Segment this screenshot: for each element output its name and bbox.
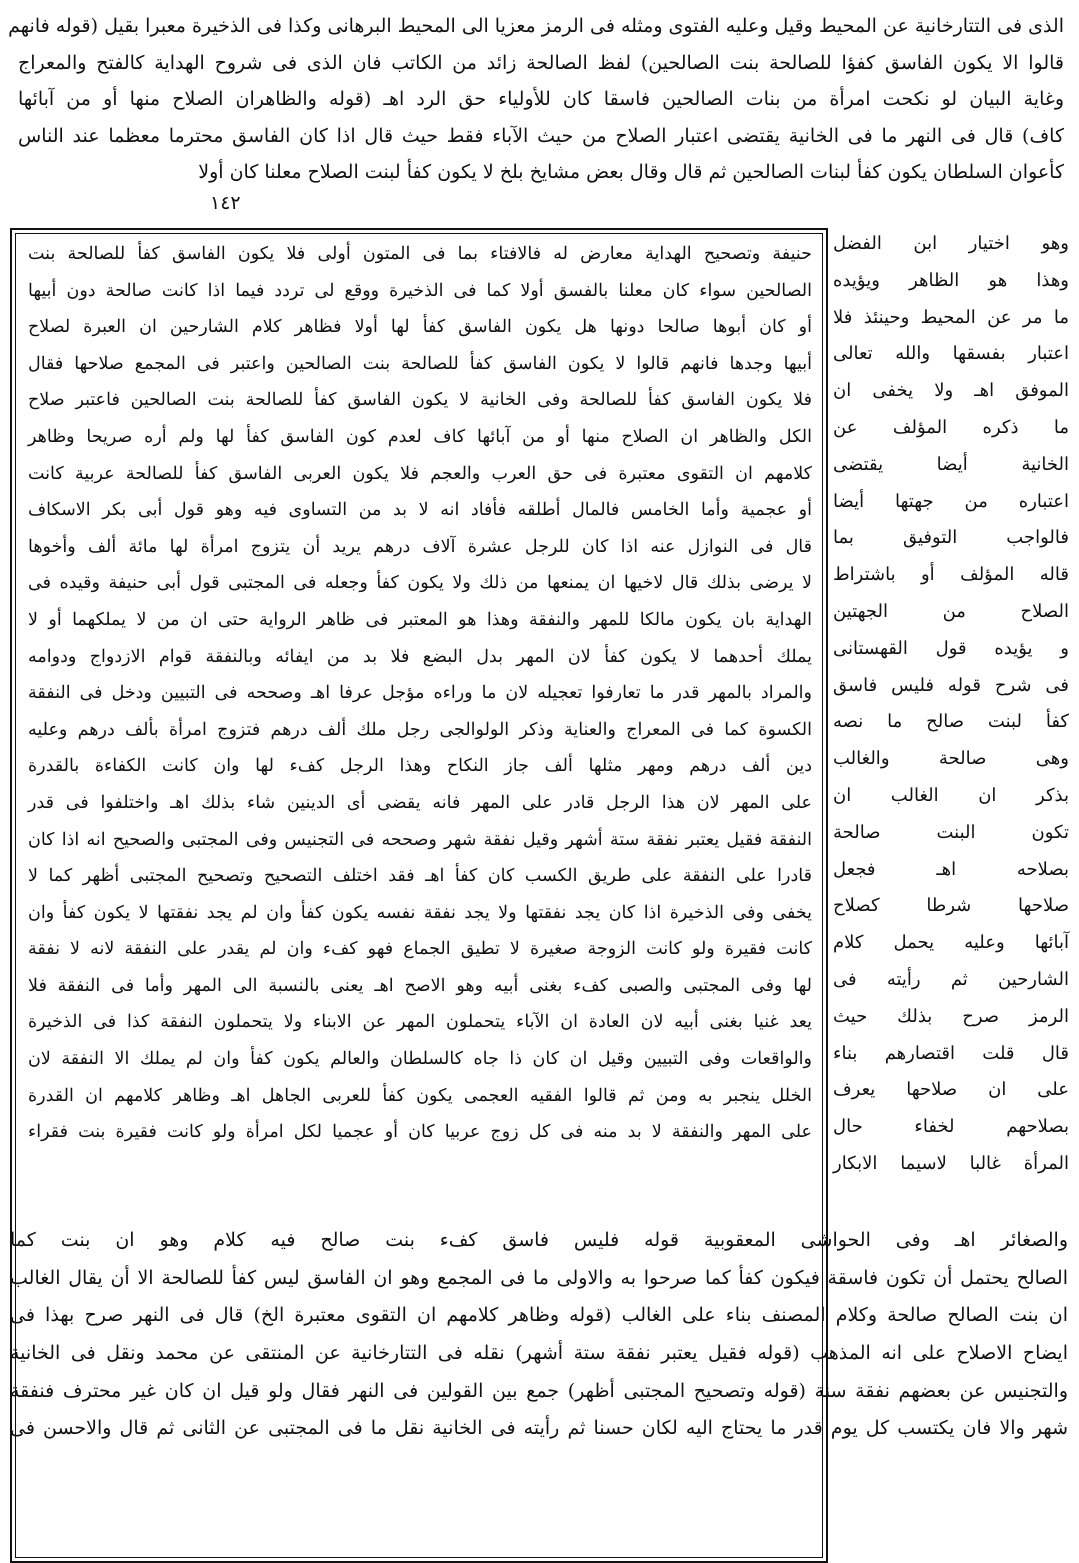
text-line: كاف) قال فى النهر ما فى الخانية يقتضى اعتبار الصلاح من حيث الآباء فقط حيث قال اذا كان الفاسق محترما معظما عند الناس	[18, 124, 1064, 147]
text-line: قال فى النوازل عنه اذا كان للرجل عشرة آلاف درهم يريد أن يتزوج امرأة لها مائة ألف وأخوها	[28, 536, 812, 557]
text-line: الشارحين ثم رأيته فى	[833, 968, 1069, 990]
text-line: ما ذكره المؤلف عن	[833, 416, 1069, 438]
text-line: المرأة غالبا لاسيما الابكار	[833, 1152, 1069, 1174]
text-line: ان بنت الصالح صالحة وكلام المصنف بناء على الغالب (قوله وظاهر كلامهم ان التقوى معتبرة الخ) قال فى النهر صرح بهذا فى	[10, 1304, 1068, 1327]
text-line: الموفق اهـ ولا يخفى ان	[833, 380, 1069, 402]
text-line: كلامهم ان التقوى معتبرة فى حق العرب والعجم فلا يكون العربى الفاسق كفأ للصالحة عربية كانت	[28, 463, 812, 484]
text-line: النفقة فقيل يعتبر نفقة ستة أشهر وقيل نفقة شهر وصححه فى التجنيس وفى المجتبى والصحيح انه اذا كان	[28, 829, 812, 850]
text-line: قال قلت اقتصارهم بناء	[833, 1042, 1069, 1064]
text-line: وهى صالحة والغالب	[833, 748, 1069, 770]
text-line: صلاحها شرطا كصلاح	[833, 895, 1069, 917]
text-line: والمراد بالمهر قدر ما تعارفوا تعجيله لان ما وراءه مؤجل عرفا اهـ وصححه فى التبيين ودخل فى النفقة	[28, 683, 812, 704]
bottom-commentary-block	[10, 1222, 1068, 1448]
text-line: تكون البنت صالحة	[833, 821, 1069, 843]
text-line: وهو اختيار ابن الفضل	[833, 233, 1069, 254]
text-line: لها وفى المجتبى والصبى كفء بغنى أبيه وهو الاصح اهـ يعنى بالنسبة الى المهر وأما فى النفقة فلا	[28, 975, 812, 996]
text-line: شهر والا فان يكتسب كل يوم قدر ما يحتاج اليه لكان حسنا ثم رأيته فى الخانية نقل ما فى المجتبى عن الثانى ثم قال والاحسن فى	[10, 1417, 1068, 1440]
text-line: فى شرح قوله فليس فاسق	[833, 674, 1069, 696]
text-line: أو عجمية وأما الخامس فالمال أطلقه فأفاد انه لا بد من التساوى فيه وهو قول أبى بكر الاسكاف	[28, 500, 812, 521]
text-line: يخفى وفى الذخيرة اذا كان يجد نفقتها ولا يجد نفقة نفسه يكون كفأ وان لم يجد نفقتها لا يكون كفأ وان	[28, 902, 812, 923]
text-line: كانت فقيرة ولو كانت الزوجة صغيرة لا تطيق الجماع فهو كفء وان لم يقدر على النفقة لانه لا نفقة	[28, 939, 812, 960]
text-line: قاله المؤلف أو باشتراط	[833, 564, 1069, 586]
text-line: بصلاحه اهـ فجعل	[833, 858, 1069, 880]
text-line: على المهر والنفقة لا بد منه فى كل زوج عربيا كان أو عجميا لكل امرأة ولو كانت فقيرة بنت فقراء	[28, 1122, 812, 1143]
side-commentary-column	[833, 226, 1069, 1183]
text-line: على ان صلاحها يعرف	[833, 1079, 1069, 1101]
text-line: لا يرضى بذلك قال لاخيها ان يمنعها من ذلك ولا يكون كفأ وجعله فى المجتبى قول أبى حنيفة وقيده فى	[28, 573, 812, 594]
text-line: والصغائر اهـ وفى الحواشى المعقوبية قوله فليس فاسق كفء بنت صالح فيه كلام وهو ان بنت كما	[10, 1229, 1068, 1251]
text-line: الكسوة كما فى المعراج والعناية وذكر الولوالجى رجل ملك ألف درهم فتزوج امرأة بألف درهم وعليه	[28, 719, 812, 740]
text-line: بصلاحهم لخفاء حال	[833, 1116, 1069, 1138]
text-line: أبيها وجدها فانهم قالوا لا يكون الفاسق كفأ للصالحة بنت الصالحين واعتبر فى المجمع صلاحها فقال	[28, 353, 812, 374]
top-commentary-block	[8, 8, 1064, 191]
text-line: الخانية أيضا يقتضى	[833, 453, 1069, 475]
text-line: وهذا هو الظاهر ويؤيده	[833, 269, 1069, 291]
text-line: آبائها وعليه يحمل كلام	[833, 932, 1069, 954]
text-line: يعد غنيا بغنى أبيه لان العادة ان الآباء يتحملون المهر عن الابناء ولا يتحملون النفقة كذا فى الذخيرة	[28, 1012, 812, 1033]
text-line: بذكر ان الغالب ان	[833, 784, 1069, 806]
text-line: دين ألف درهم ومهر مثلها ألف جاز النكاح وهذا الرجل كفء لها وان كانت الكفاءة بالقدرة	[28, 756, 812, 777]
text-line: فالواجب التوفيق بما	[833, 527, 1069, 549]
text-line: الصالح يحتمل أن تكون فاسقة فيكون كفأ كما صرحوا به والاولى ما فى المجمع وهو ان الفاسق ليس كفأ للصالحة الا أن يقال الغالب	[10, 1266, 1068, 1289]
text-line: الصالحين سواء كان معلنا بالفسق أولا كما فى الذخيرة ووقع لى تردد فيما اذا كانت صالحة دون أبيها	[28, 280, 812, 301]
text-line: كأعوان السلطان يكون كفأ لبنات الصالحين ثم قال وقال بعض مشايخ بلخ لا يكون كفأ لبنت الصلاح معلنا كان أولا	[198, 161, 1064, 184]
text-line: حنيفة وتصحيح الهداية معارض له فالافتاء بما فى المتون أولى فلا يكون الفاسق كفأ للصالحة بنت	[28, 244, 812, 264]
text-line: ما مر عن المحيط وحينئذ فلا	[833, 306, 1069, 328]
text-line: قادرا على النفقة على طريق الكسب كان كفأ اهـ فقد اختلف التصحيح وتصحيح المجتبى أظهر كما لا	[28, 866, 812, 887]
text-line: أو كان أبوها صالحا دونها هل يكون الفاسق كفأ لها أولا فظاهر كلام الشارحين ان العبرة لصلاح	[28, 317, 812, 338]
main-text-block	[28, 236, 812, 1151]
text-line: كفأ لبنت صالح ما نصه	[833, 711, 1069, 733]
text-line: الذى فى التتارخانية عن المحيط وقيل وعليه الفتوى ومثله فى الرمز معزيا الى المحيط البرهانى وكذا فى الذخيرة معبرا بقيل (قوله فانهم	[8, 15, 1064, 37]
text-line: الصلاح من الجهتين	[833, 600, 1069, 622]
text-line: اعتباره من جهتها أيضا	[833, 490, 1069, 512]
text-line: الرمز صرح بذلك حيث	[833, 1005, 1069, 1027]
text-line: الكل والظاهر ان الصلاح منها أو من آبائها كاف لعدم كون الفاسق كفأ لها ولم أره صريحا وظاهر	[28, 426, 812, 447]
text-line: على المهر لان هذا الرجل قادر على المهر فانه يقضى أى الدينين شاء بذلك اهـ واختلفوا فى قدر	[28, 792, 812, 813]
text-line: الخلل ينجبر به ومن ثم قالوا الفقيه العجمى يكون كفأ للعربى الجاهل اهـ وظاهر كلامهم ان القدرة	[28, 1085, 812, 1106]
text-line: اعتبار بفسقها والله تعالى	[833, 343, 1069, 365]
text-line: والواقعات وفى التبيين وقيل ان كان ذا جاه كالسلطان والعالم يكون كفأ وان لم يملك الا النفقة لان	[28, 1049, 812, 1070]
text-line: والتجنيس عن بعضهم نفقة سنة (قوله وتصحيح المجتبى أظهر) جمع بين القولين فى النهر فقال ولو قيل ان كان غير محترف فنفقة	[10, 1379, 1068, 1402]
text-line: وغاية البيان لو نكحت امرأة من بنات الصالحين فاسقا كان للأولياء حق الرد اهـ (قوله والظاهران الصلاح منها أو من آبائها	[18, 88, 1064, 111]
page-number: ١٤٢	[210, 192, 241, 214]
text-line: ايضاح الاصلاح على انه المذهب (قوله فقيل يعتبر نفقة ستة أشهر) نقله فى التتارخانية عن المنتقى عن محمد ونقل فى الخانية	[10, 1342, 1068, 1365]
text-line: و يؤيده قول القهستانى	[833, 637, 1069, 659]
text-line: فلا يكون الفاسق كفأ للصالحة وفى الخانية لا يكون الفاسق كفأ للصالحة بنت الصالحين فاعتبر صلاح	[28, 390, 812, 411]
text-line: يملك أحدهما لا يكون كفأ لان المهر بدل البضع فلا بد من ايفائه وبالنفقة قوام الازدواج ودوامه	[28, 646, 812, 667]
text-line: قالوا الا يكون الفاسق كفؤا للصالحة بنت الصالحين) لفظ الصالحة زائد من الكاتب فان الذى فى شروح الهداية كالفتح والمعراج	[18, 51, 1064, 74]
text-line: الهداية بان يكون مالكا للمهر والنفقة وهذا هو المعتبر فى ظاهر الرواية حتى ان من لا يملكهما أو لا	[28, 609, 812, 630]
